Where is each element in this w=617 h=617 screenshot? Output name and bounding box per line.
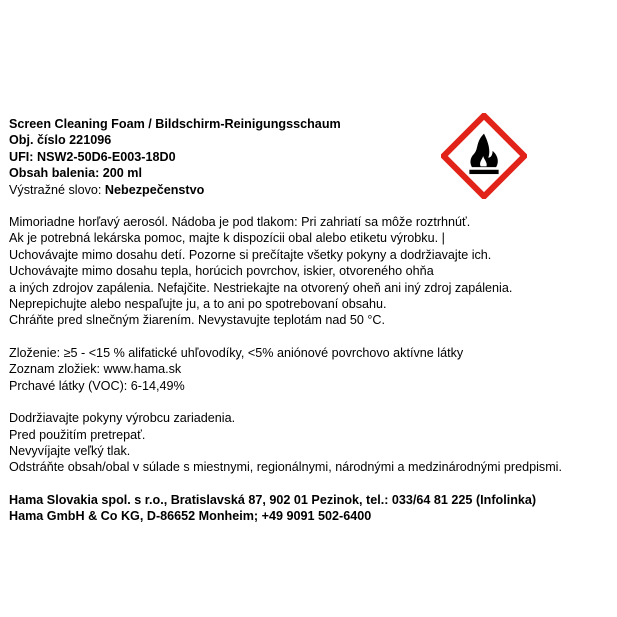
instruction-line: Nevyvíjajte veľký tlak. <box>9 443 131 458</box>
composition <box>9 345 609 394</box>
ingredients-link-line: Zoznam zložiek: www.hama.sk <box>9 362 182 377</box>
product-title: Screen Cleaning Foam / Bildschirm-Reinigungsschaum <box>9 117 341 131</box>
signal-word: Nebezpečenstvo <box>104 182 205 197</box>
hazard-line: Mimoriadne horľavý aerosól. Nádoba je pod tlakom: Pri zahriatí sa môže roztrhnúť. <box>9 215 471 230</box>
hazard-line: Uchovávajte mimo dosahu tepla, horúcich povrchov, iskier, otvoreného ohňa <box>9 264 434 279</box>
company-line: Hama GmbH & Co KG, D-86652 Monheim; +49 9091 502-6400 <box>9 509 372 524</box>
hazard-line: Uchovávajte mimo dosahu detí. Pozorne si prečítajte všetky pokyny a dodržiavajte ich. <box>9 247 492 262</box>
hazard-line: Ak je potrebná lekárska pomoc, majte k dispozícii obal alebo etiketu výrobku. | <box>9 231 445 246</box>
ghs-flame-icon <box>441 113 527 199</box>
hazard-statements <box>9 214 609 329</box>
hazard-line: Neprepichujte alebo nespaľujte ju, a to ani po spotrebovaní obsahu. <box>9 297 387 312</box>
instruction-line: Pred použitím pretrepať. <box>9 427 146 442</box>
order-number: Obj. číslo 221096 <box>9 133 112 148</box>
signal-word-label: Výstražné slovo: <box>9 182 105 197</box>
composition-line: Zloženie: ≥5 - <15 % alifatické uhľovodíky, <5% aniónové povrchovo aktívne látky <box>9 345 464 360</box>
content-volume: Obsah balenia: 200 ml <box>9 166 142 181</box>
voc-line: Prchavé látky (VOC): 6-14,49% <box>9 378 185 393</box>
ufi-code: UFI: NSW2-50D6-E003-18D0 <box>9 149 176 164</box>
company-line: Hama Slovakia spol. s r.o., Bratislavská 87, 902 01 Pezinok, tel.: 033/64 81 225 (Infolinka) <box>9 492 537 507</box>
instruction-line: Dodržiavajte pokyny výrobcu zariadenia. <box>9 411 236 426</box>
hazard-line: a iných zdrojov zapálenia. Nefajčite. Nestriekajte na otvorený oheň ani iný zdroj zapálenia. <box>9 280 513 295</box>
usage-instructions <box>9 410 609 476</box>
instruction-line: Odstráňte obsah/obal v súlade s miestnymi, regionálnymi, národnými a medzinárodnými predpismi. <box>9 460 562 475</box>
hazard-line: Chráňte pred slnečným žiarením. Nevystavujte teplotám nad 50 °C. <box>9 313 386 328</box>
company-info <box>9 492 609 525</box>
